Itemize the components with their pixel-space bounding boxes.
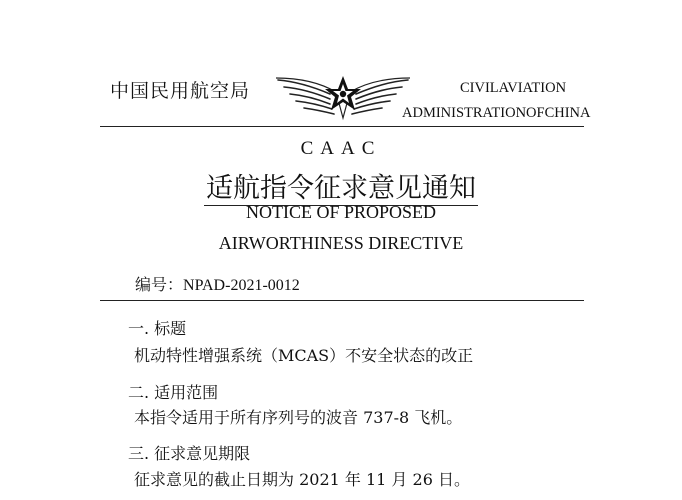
document-number-value: NPAD-2021-0012 [183,277,300,294]
document-number-label: 编号： [135,275,184,294]
document-title-cn [0,166,682,205]
section-body: 机动特性增强系统（MCAS）不安全状态的改正 [134,346,474,365]
document-title-cn-text: 适航指令征求意见通知 [206,173,476,204]
caac-abbreviation: CAAC [300,138,382,159]
section-heading: 一. 标题 [128,319,187,338]
document-title-en-line2: AIRWORTHINESS DIRECTIVE [218,233,464,253]
winged-star-emblem-icon [272,72,414,124]
section-body: 征求意见的截止日期为 2021 年 11 月 26 日。 [134,470,470,489]
section-heading: 二. 适用范围 [128,383,219,402]
authority-name-en-line1: CIVILAVIATION [460,80,567,96]
document-number [135,272,300,295]
section-body: 本指令适用于所有序列号的波音 737-8 飞机。 [134,408,463,427]
authority-name-en-line2: ADMINISTRATIONOFCHINA [402,105,591,121]
authority-name-cn: 中国民用航空局 [110,80,251,102]
number-divider [100,300,584,301]
header-divider [100,126,584,127]
document-title-en-line1: NOTICE OF PROPOSED [245,202,437,222]
section-heading: 三. 征求意见期限 [128,444,251,463]
